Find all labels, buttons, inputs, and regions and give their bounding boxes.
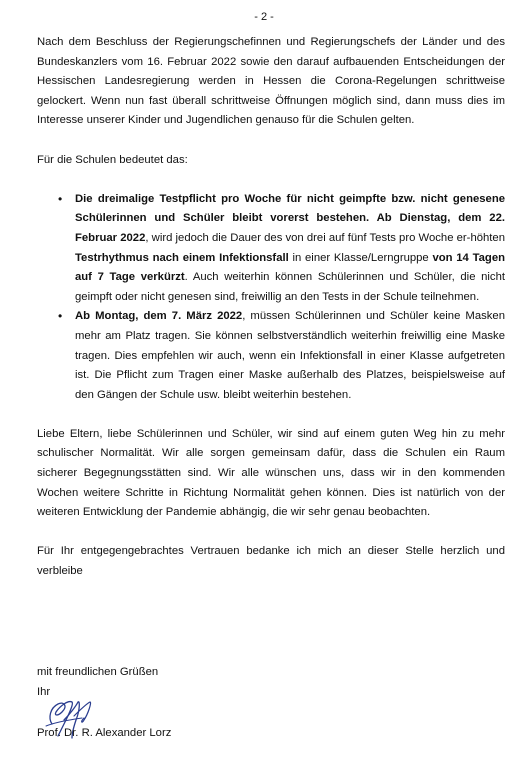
- closing-greeting: mit freundlichen Grüßen: [37, 666, 159, 678]
- body-text: in einer Klasse/Lerngruppe: [288, 251, 433, 264]
- bold-text: von 14 Tagen auf 7 Tage verkürzt: [75, 251, 505, 284]
- parents-paragraph: Liebe Eltern, liebe Schülerinnen und Schüler, wir sind auf einem guten Weg hin zu mehr schulischer Normalität. Wir alle sorgen gemeinsam dafür, dass die Schulen ein Raum sicherer Begegnungsstätten sind. Wir alle wünschen uns, dass wir in den kommenden Wochen weitere Schritte in Richtung Normalität gehen können. Dies ist natürlich von der weiteren Entwicklung der Pandemie abhängig, die wir sehr genau beobachten.: [37, 427, 505, 519]
- closing-ihr: Ihr: [37, 685, 51, 698]
- bold-text: Ab Montag, dem 7. März 2022: [75, 310, 243, 323]
- letter-body: [37, 33, 505, 603]
- list-item: [58, 190, 505, 308]
- lead-paragraph: Für die Schulen bedeutet das:: [37, 153, 188, 166]
- bold-text: Die dreimalige Testpflicht pro Woche für nicht geimpfte bzw. nicht genesene Schülerinnen und Schüler bleibt vorerst bestehen. Ab Dienstag, dem 22. Februar 2022: [75, 192, 505, 244]
- body-text: , wird jedoch die Dauer des von drei auf fünf Tests pro Woche er-höhten: [145, 231, 505, 244]
- page-number: - 2 -: [254, 11, 274, 23]
- body-text: , müssen Schülerinnen und Schüler keine Masken mehr am Platz tragen. Sie können selbstverständlich weiterhin freiwillig eine Maske tragen. Dies empfehlen wir auch, wenn ein Infektionsfall in einer Klasse aufgetreten ist. Die Pflicht zum Tragen einer Maske außerhalb des Platzes, beispielsweise auf den Gängen der Schule usw. bleibt weiterhin bestehen.: [75, 310, 505, 401]
- intro-paragraph: Nach dem Beschluss der Regierungschefinnen und Regierungschefs der Länder und des Bundeskanzlers vom 16. Februar 2022 sowie den darauf aufbauenden Entscheidungen der Hessischen Landesregierung werden in Hessen die Corona-Regelungen schrittweise gelockert. Wenn nun fast überall schrittweise Öffnungen möglich sind, dann muss dies im Interesse unserer Kinder und Jugendlichen genauso für die Schulen gelten.: [37, 36, 505, 127]
- body-text: . Auch weiterhin können Schülerinnen und Schüler, die nicht geimpft oder nicht genesen sind, freiwillig an den Tests in der Schule teilnehmen.: [75, 271, 505, 303]
- bullet-icon: •: [58, 191, 63, 206]
- list-item: [58, 307, 505, 405]
- thanks-paragraph: Für Ihr entgegengebrachtes Vertrauen bedanke ich mich an dieser Stelle herzlich und verbleibe: [37, 545, 505, 578]
- bold-text: Testrhythmus nach einem Infektionsfall: [75, 251, 289, 264]
- measures-list: [37, 190, 505, 406]
- signer-name: Prof. Dr. R. Alexander Lorz: [37, 727, 172, 739]
- bullet-icon: •: [58, 309, 63, 324]
